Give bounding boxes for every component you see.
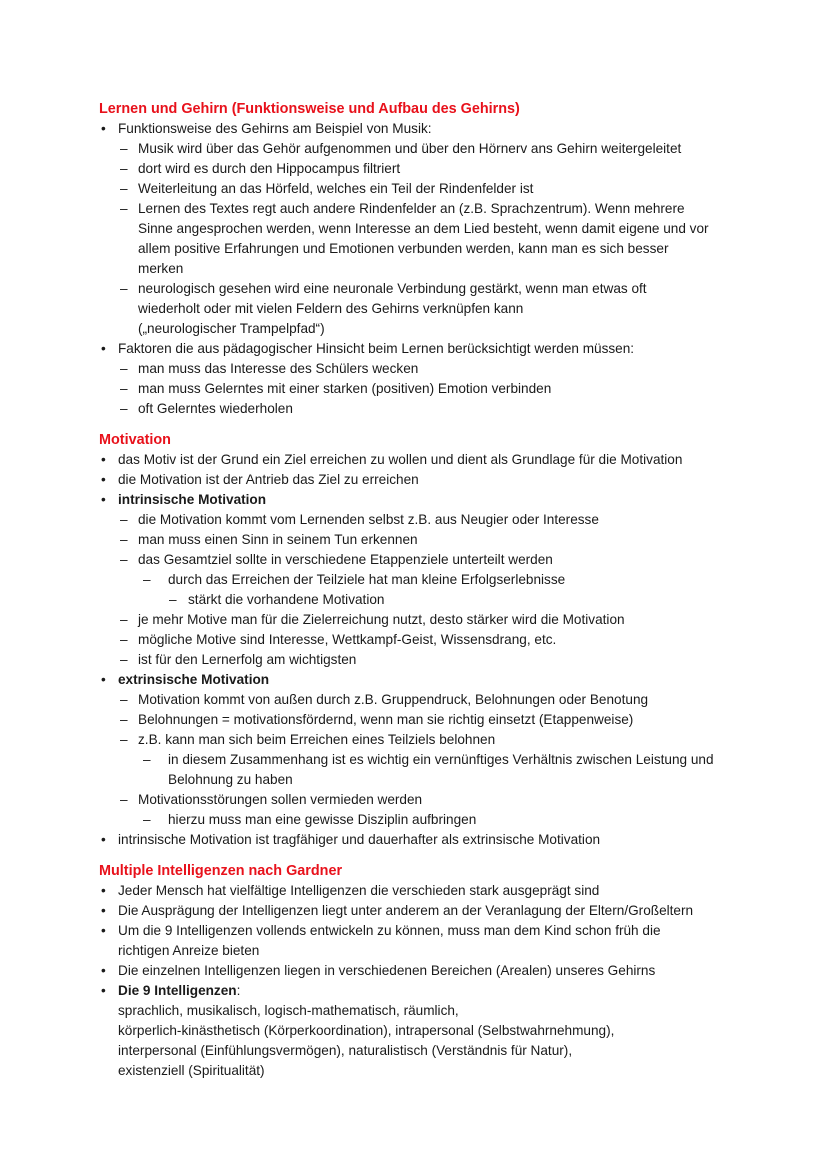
dash-icon: – [120, 141, 128, 156]
list-item-text: Faktoren die aus pädagogischer Hinsicht beim Lernen berücksichtigt werden müssen: [118, 341, 635, 356]
list-item-text: wiederholt oder mit vielen Feldern des Gehirns verknüpfen kann [138, 301, 524, 316]
list-item [99, 379, 739, 399]
list-item-text: Belohnung zu haben [168, 772, 293, 787]
section-heading: Multiple Intelligenzen nach Gardner [99, 863, 343, 879]
list-item-text: körperlich-kinästhetisch (Körperkoordination), intrapersonal (Selbstwahrnehmung), [118, 1023, 615, 1038]
bullet-icon: • [101, 883, 106, 898]
list-item [99, 199, 739, 219]
list-item [99, 399, 739, 419]
bullet-icon: • [101, 983, 106, 998]
list-item-text: das Gesamtziel sollte in verschiedene Etappenziele unterteilt werden [138, 552, 553, 567]
dash-icon: – [120, 181, 128, 196]
list-item [99, 981, 739, 1001]
document-page [99, 99, 739, 1081]
list-item [99, 881, 739, 901]
list-item-text: intrinsische Motivation ist tragfähiger und dauerhafter als extrinsische Motivation [118, 832, 601, 847]
list-item-text: z.B. kann man sich beim Erreichen eines Teilziels belohnen [138, 732, 496, 747]
dash-icon: – [120, 281, 128, 296]
list-item [99, 450, 739, 470]
list-item [99, 810, 739, 830]
list-item [99, 259, 739, 279]
list-item-text: stärkt die vorhandene Motivation [188, 592, 385, 607]
bullet-icon: • [101, 452, 106, 467]
bullet-icon: • [101, 492, 106, 507]
bullet-icon: • [101, 832, 106, 847]
list-item [99, 490, 739, 510]
dash-icon: – [120, 652, 128, 667]
section-heading: Lernen und Gehirn (Funktionsweise und Aufbau des Gehirns) [99, 101, 520, 117]
list-item-text: allem positive Erfahrungen und Emotionen verbunden werden, kann man es sich besser [138, 241, 669, 256]
dash-icon: – [120, 692, 128, 707]
list-item-text: („neurologischer Trampelpfad“) [138, 321, 325, 336]
dash-icon: – [120, 792, 128, 807]
list-item-text: interpersonal (Einfühlungsvermögen), naturalistisch (Verständnis für Natur), [118, 1043, 573, 1058]
bullet-icon: • [101, 121, 106, 136]
list-item-text: Die 9 Intelligenzen [118, 983, 237, 998]
list-item-text: man muss einen Sinn in seinem Tun erkennen [138, 532, 418, 547]
bullet-icon: • [101, 963, 106, 978]
list-item [99, 299, 739, 319]
dash-icon: – [143, 752, 151, 767]
list-item-text: Weiterleitung an das Hörfeld, welches ein Teil der Rindenfelder ist [138, 181, 534, 196]
section-heading: Motivation [99, 432, 171, 448]
dash-icon: – [120, 161, 128, 176]
list-item-text: das Motiv ist der Grund ein Ziel erreichen zu wollen und dient als Grundlage für die Motivation [118, 452, 683, 467]
list-item [99, 1021, 739, 1041]
dash-icon: – [120, 381, 128, 396]
list-item [99, 319, 739, 339]
list-item [99, 239, 739, 259]
list-item-text: Sinne angesprochen werden, wenn Interesse an dem Lied besteht, wenn damit eigene und vor [138, 221, 709, 236]
list-item-text: durch das Erreichen der Teilziele hat man kleine Erfolgserlebnisse [168, 572, 566, 587]
list-item-text: Lernen des Textes regt auch andere Rindenfelder an (z.B. Sprachzentrum). Wenn mehrere [138, 201, 685, 216]
list-item-text: die Motivation ist der Antrieb das Ziel zu erreichen [118, 472, 419, 487]
dash-icon: – [143, 572, 151, 587]
list-item [99, 941, 739, 961]
list-item-text: ist für den Lernerfolg am wichtigsten [138, 652, 357, 667]
list-item [99, 830, 739, 850]
list-item-text: in diesem Zusammenhang ist es wichtig ein vernünftiges Verhältnis zwischen Leistung und [168, 752, 714, 767]
list-item [99, 730, 739, 750]
list-item-text: hierzu muss man eine gewisse Disziplin aufbringen [168, 812, 477, 827]
list-item [99, 630, 739, 650]
bullet-icon: • [101, 341, 106, 356]
bullet-icon: • [101, 903, 106, 918]
bullet-icon: • [101, 923, 106, 938]
dash-icon: – [120, 732, 128, 747]
list-item-text: Motivationsstörungen sollen vermieden werden [138, 792, 423, 807]
dash-icon: – [120, 552, 128, 567]
list-item-text: Musik wird über das Gehör aufgenommen und über den Hörnerv ans Gehirn weitergeleitet [138, 141, 682, 156]
list-item-text: mögliche Motive sind Interesse, Wettkampf-Geist, Wissensdrang, etc. [138, 632, 557, 647]
list-item [99, 921, 739, 941]
list-item-text: Um die 9 Intelligenzen vollends entwickeln zu können, muss man dem Kind schon früh die [118, 923, 661, 938]
list-item [99, 219, 739, 239]
list-item [99, 670, 739, 690]
list-item [99, 1041, 739, 1061]
list-item [99, 530, 739, 550]
list-item [99, 710, 739, 730]
list-item [99, 1061, 739, 1081]
list-item-text: oft Gelerntes wiederholen [138, 401, 293, 416]
list-item [99, 901, 739, 921]
list-item-text: Funktionsweise des Gehirns am Beispiel von Musik: [118, 121, 432, 136]
list-item [99, 610, 739, 630]
list-item [99, 1001, 739, 1021]
list-item [99, 690, 739, 710]
list-item-text: existenziell (Spiritualität) [118, 1063, 265, 1078]
list-item-text: richtigen Anreize bieten [118, 943, 260, 958]
list-item-text: sprachlich, musikalisch, logisch-mathematisch, räumlich, [118, 1003, 459, 1018]
list-item-text: Belohnungen = motivationsfördernd, wenn man sie richtig einsetzt (Etappenweise) [138, 712, 634, 727]
list-item-text: dort wird es durch den Hippocampus filtriert [138, 161, 401, 176]
list-item [99, 770, 739, 790]
list-item-text: je mehr Motive man für die Zielerreichung nutzt, desto stärker wird die Motivation [138, 612, 625, 627]
list-item-text: man muss Gelerntes mit einer starken (positiven) Emotion verbinden [138, 381, 552, 396]
dash-icon: – [120, 712, 128, 727]
list-item [99, 790, 739, 810]
list-item-text: intrinsische Motivation [118, 492, 267, 507]
list-item [99, 179, 739, 199]
bullet-icon: • [101, 672, 106, 687]
list-item [99, 359, 739, 379]
list-item-text: Die einzelnen Intelligenzen liegen in verschiedenen Bereichen (Arealen) unseres Gehirns [118, 963, 656, 978]
dash-icon: – [120, 401, 128, 416]
dash-icon: – [169, 592, 177, 607]
list-item [99, 339, 739, 359]
list-item [99, 510, 739, 530]
list-item-text: Die Ausprägung der Intelligenzen liegt unter anderem an der Veranlagung der Eltern/Großeltern [118, 903, 694, 918]
list-item [99, 750, 739, 770]
dash-icon: – [120, 532, 128, 547]
list-item [99, 961, 739, 981]
list-item [99, 650, 739, 670]
list-item [99, 159, 739, 179]
dash-icon: – [120, 361, 128, 376]
dash-icon: – [120, 632, 128, 647]
list-item-text: die Motivation kommt vom Lernenden selbst z.B. aus Neugier oder Interesse [138, 512, 599, 527]
document-content [99, 99, 739, 1081]
list-item-text: merken [138, 261, 184, 276]
bullet-icon: • [101, 472, 106, 487]
list-item-text: man muss das Interesse des Schülers wecken [138, 361, 419, 376]
list-item [99, 139, 739, 159]
list-item-suffix: : [236, 983, 241, 998]
dash-icon: – [120, 612, 128, 627]
list-item [99, 570, 739, 590]
dash-icon: – [120, 512, 128, 527]
list-item-text: Motivation kommt von außen durch z.B. Gruppendruck, Belohnungen oder Benotung [138, 692, 649, 707]
list-item-text: extrinsische Motivation [118, 672, 270, 687]
list-item [99, 119, 739, 139]
dash-icon: – [120, 201, 128, 216]
dash-icon: – [143, 812, 151, 827]
list-item [99, 470, 739, 490]
list-item [99, 550, 739, 570]
list-item [99, 279, 739, 299]
list-item [99, 590, 739, 610]
list-item-text: neurologisch gesehen wird eine neuronale Verbindung gestärkt, wenn man etwas oft [138, 281, 647, 296]
list-item-text: Jeder Mensch hat vielfältige Intelligenzen die verschieden stark ausgeprägt sind [118, 883, 600, 898]
